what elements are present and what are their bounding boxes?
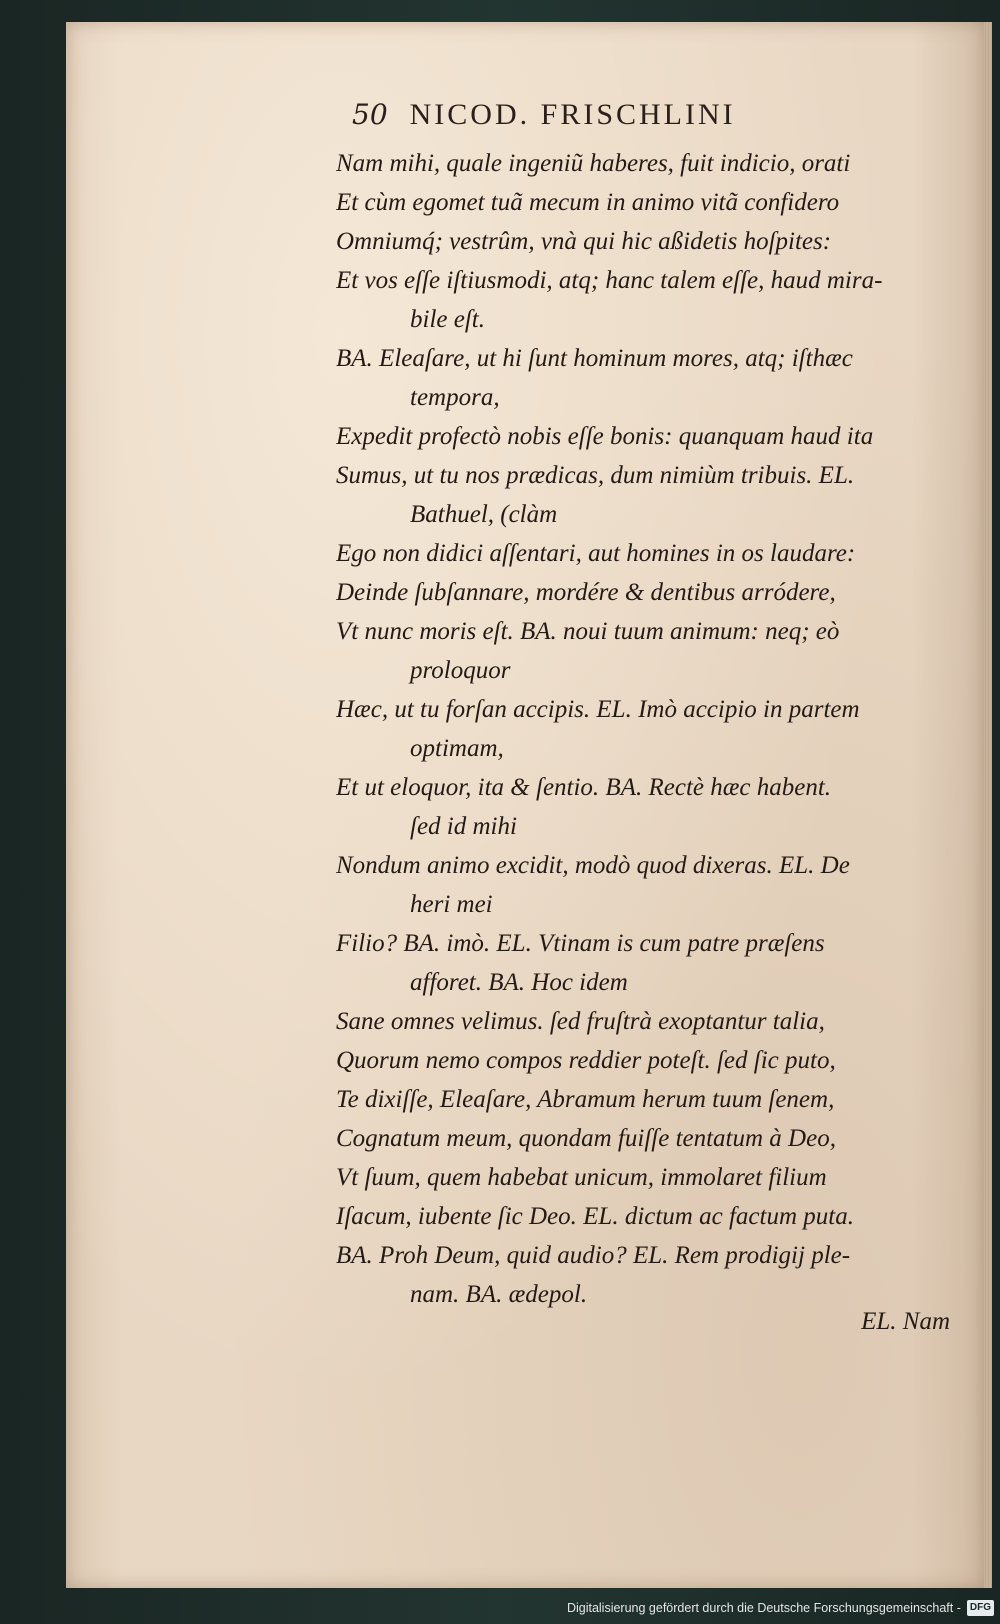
text-line: Te dixiſſe, Eleaſare, Abramum herum tuum ſenem,: [336, 1086, 835, 1113]
text-line: BA. Proh Deum, quid audio? EL. Rem prodigij ple-: [336, 1242, 851, 1269]
text-line: Nam mihi, quale ingeniũ haberes, fuit indicio, orati: [336, 150, 851, 177]
text-line: Et ut eloquor, ita & ſentio. BA. Rectè hæc habent.: [336, 774, 832, 801]
text-line: Vt ſuum, quem habebat unicum, immolaret filium: [336, 1164, 827, 1191]
text-line: Quorum nemo compos reddier poteſt. ſed ſic puto,: [336, 1047, 836, 1074]
text-line: Sane omnes velimus. ſed fruſtrà exoptantur talia,: [336, 1008, 825, 1035]
text-line: nam. BA. ædepol.: [410, 1281, 588, 1308]
text-line: bile eſt.: [410, 306, 485, 333]
text-line: Filio? BA. imò. EL. Vtinam is cum patre præſens: [336, 930, 825, 957]
text-line: afforet. BA. Hoc idem: [410, 969, 628, 996]
text-line: proloquor: [410, 657, 511, 684]
text-line: Vt nunc moris eſt. BA. noui tuum animum: neq; eò: [336, 618, 840, 645]
text-block: [336, 144, 948, 1324]
text-line: tempora,: [410, 384, 500, 411]
text-line: heri mei: [410, 891, 493, 918]
dfg-logo: DFG: [967, 1600, 994, 1616]
footer-credit: Digitalisierung gefördert durch die Deutsche Forschungsgemeinschaft -: [566, 1601, 961, 1615]
text-line: ſed id mihi: [410, 813, 517, 840]
digitization-footer: [560, 1596, 994, 1620]
text-line: Deinde ſubſannare, mordére & dentibus arródere,: [336, 579, 836, 606]
text-line: Omniumq́; vestrûm, vnà qui hic aßidetis hoſpites:: [336, 228, 832, 255]
page-number: 50: [352, 98, 388, 131]
catchword: EL. Nam: [861, 1308, 950, 1335]
text-line: Nondum animo excidit, modò quod dixeras. EL. De: [336, 852, 850, 879]
text-line: Cognatum meum, quondam fuiſſe tentatum à Deo,: [336, 1125, 836, 1152]
text-line: optimam,: [410, 735, 504, 762]
text-line: Expedit profectò nobis eſſe bonis: quanquam haud ita: [336, 423, 874, 450]
running-head: NICOD. FRISCHLINI: [409, 98, 736, 131]
text-line: Ego non didici aſſentari, aut homines in os laudare:: [336, 540, 856, 567]
text-line: Et cùm egomet tuã mecum in animo vitã confidero: [336, 189, 840, 216]
text-line: Sumus, ut tu nos prædicas, dum nimiùm tribuis. EL.: [336, 462, 855, 489]
text-line: Iſacum, iubente ſic Deo. EL. dictum ac factum puta.: [336, 1203, 854, 1230]
text-line: Bathuel, (clàm: [410, 501, 558, 528]
page-header: [352, 98, 872, 142]
text-line: Et vos eſſe iſtiusmodi, atq; hanc talem eſſe, haud mira-: [336, 267, 883, 294]
text-line: Hæc, ut tu forſan accipis. EL. Imò accipio in partem: [336, 696, 860, 723]
text-line: BA. Eleaſare, ut hi ſunt hominum mores, atq; iſthæc: [336, 345, 853, 372]
page-fore-edge: [984, 22, 992, 1588]
